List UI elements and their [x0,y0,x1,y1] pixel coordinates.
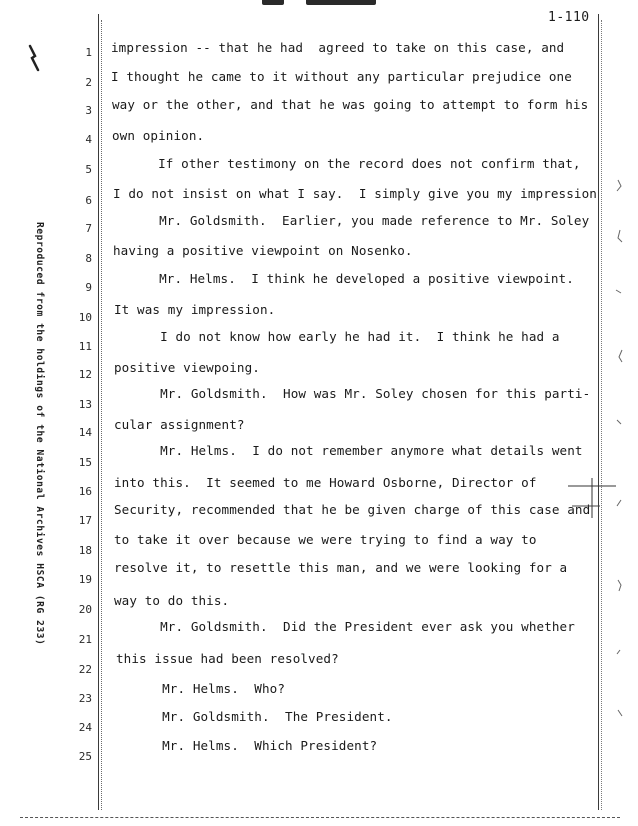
line-number: 16 [78,485,92,498]
transcript-line: into this. It seemed to me Howard Osborne, Director of [114,475,537,490]
transcript-line: way to do this. [114,593,230,608]
line-number: 12 [78,368,92,381]
transcript-line: Mr. Goldsmith. How was Mr. Soley chosen for this parti- [114,386,591,401]
transcript-line: It was my impression. [114,302,276,317]
transcript-line: If other testimony on the record does not confirm that, [112,156,581,171]
line-number: 24 [78,721,92,734]
line-number: 14 [78,426,92,439]
transcript-line: positive viewpoing. [114,360,260,375]
transcript-line: to take it over because we were trying to find a way to [114,532,537,547]
line-number: 22 [78,663,92,676]
line-number: 23 [78,692,92,705]
transcript-line: Mr. Goldsmith. The President. [116,709,393,724]
line-number: 9 [85,281,92,294]
transcript-line: Mr. Helms. I do not remember anymore what details went [114,443,583,458]
right-edge-scratches-icon [606,170,630,730]
line-number: 5 [85,163,92,176]
transcript-line: impression -- that he had agreed to take on this case, and [111,40,565,55]
line-number: 19 [78,573,92,586]
transcript-line: Mr. Helms. Which President? [116,738,378,753]
transcript-line: Mr. Helms. I think he developed a positive viewpoint. [113,271,574,286]
transcript-line: I do not insist on what I say. I simply give you my impression [113,186,597,201]
line-number: 3 [85,104,92,117]
transcript-line: Mr. Helms. Who? [116,681,286,696]
line-number: 13 [78,398,92,411]
line-number: 1 [85,46,92,59]
archive-margin-stamp: Reproduced from the holdings of the National Archives HSCA (RG 233) [34,222,45,646]
crosshair-mark-icon [566,478,618,518]
line-number: 8 [85,252,92,265]
line-number: 15 [78,456,92,469]
transcript-line: resolve it, to resettle this man, and we were looking for a [114,560,568,575]
line-number: 25 [78,750,92,763]
transcript-line: Security, recommended that he be given charge of this case and [114,502,591,517]
transcript-line: having a positive viewpoint on Nosenko. [113,243,413,258]
line-number: 10 [78,311,92,324]
transcript-line: I thought he came to it without any particular prejudice one [111,69,572,84]
line-number: 4 [85,133,92,146]
line-number: 18 [78,544,92,557]
line-number: 6 [85,194,92,207]
line-number: 11 [78,340,92,353]
line-number: 7 [85,222,92,235]
transcript-line: own opinion. [112,128,205,143]
line-number: 21 [78,633,92,646]
transcript-line: cular assignment? [114,417,245,432]
transcript-line: this issue had been resolved? [116,651,339,666]
transcript-line: Mr. Goldsmith. Did the President ever ask you whether [114,619,575,634]
transcript-line: Mr. Goldsmith. Earlier, you made reference to Mr. Soley [113,213,590,228]
transcript-line: I do not know how early he had it. I think he had a [114,329,560,344]
line-number: 17 [78,514,92,527]
line-number: 2 [85,76,92,89]
page-number: 1-110 [548,10,590,25]
transcript-line: way or the other, and that he was going to attempt to form his [112,97,589,112]
line-number: 20 [78,603,92,616]
